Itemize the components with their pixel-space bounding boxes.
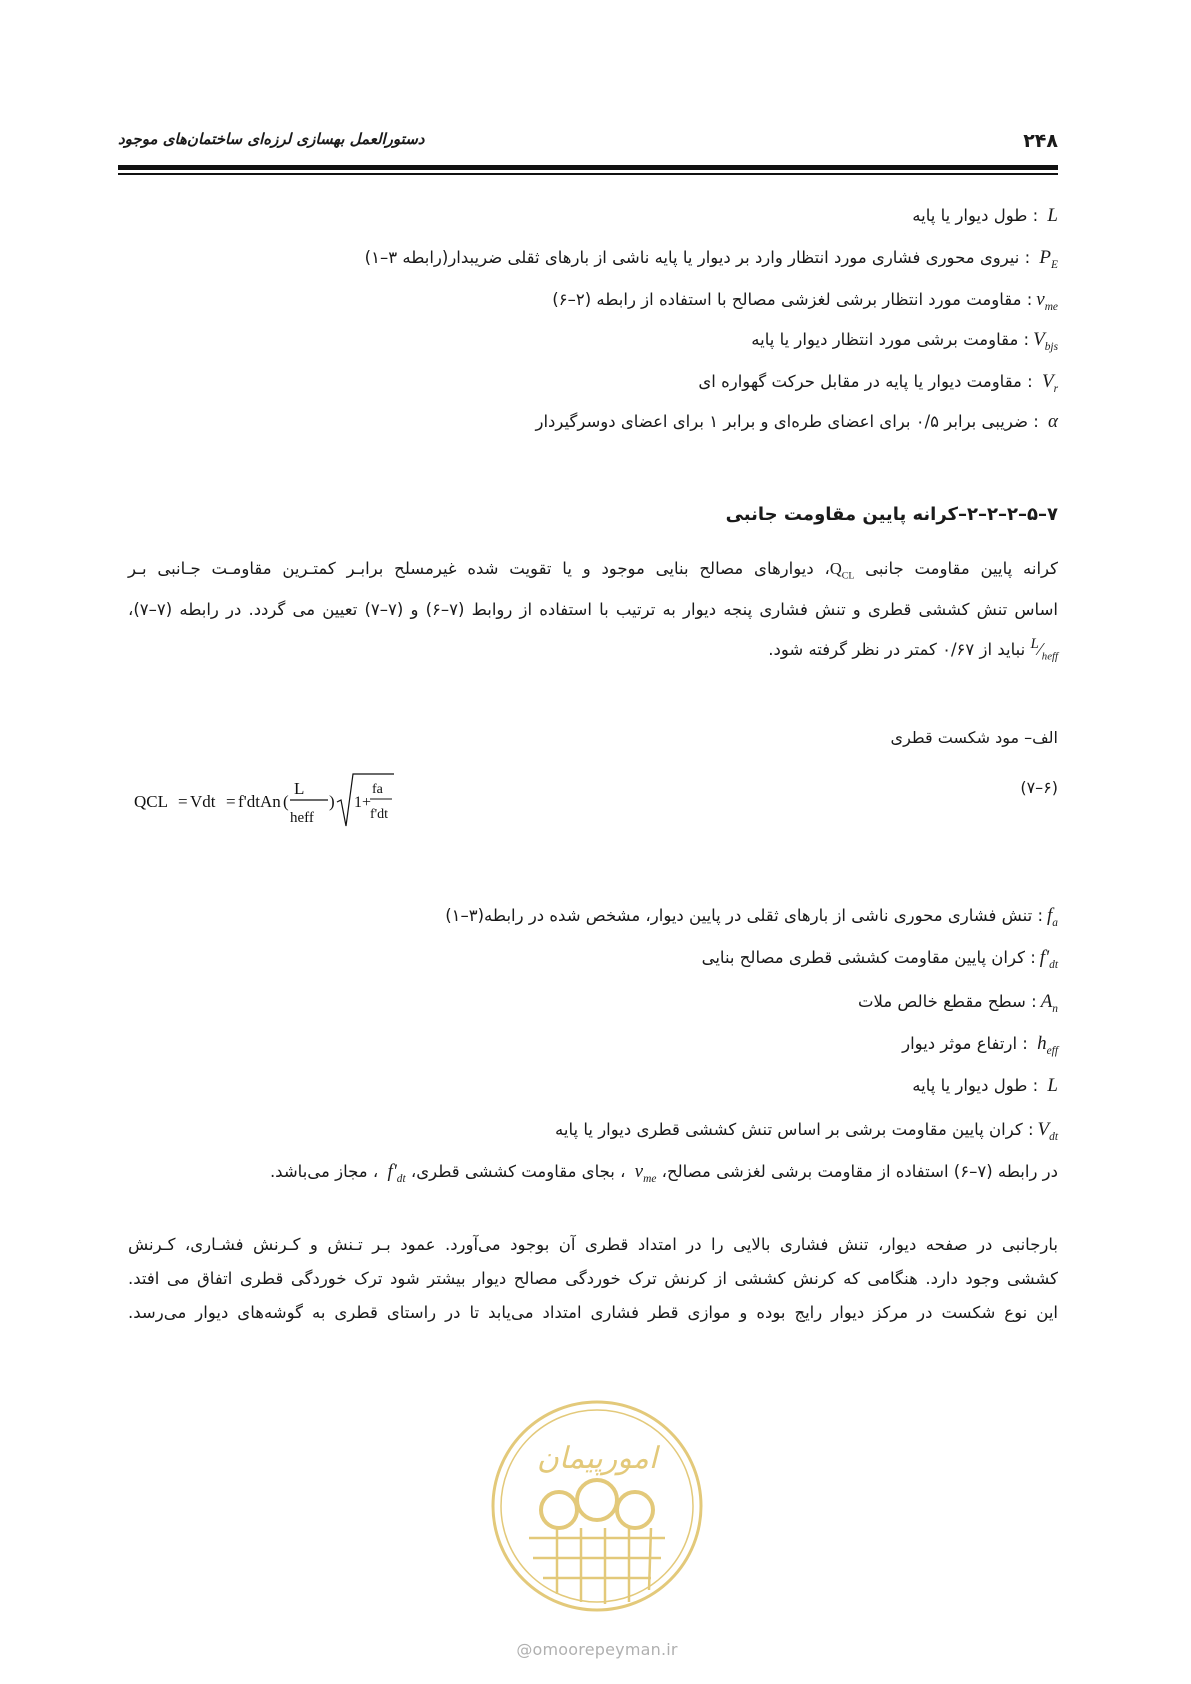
paragraph-line: بارجانبی در صفحه دیوار، تنش فشاری بالایی را در امتداد قطری آن بوجود می‌آورد. عمود بـر تـنش و کـرنش فشـاری، کـرنش	[128, 1235, 1058, 1254]
paragraph-line: اساس تنش کششی قطری و تنش فشاری پنجه دیوار به ترتیب با استفاده از روابط (۷–۶) و (۷–۷) تعیین می گردد. در رابطه (۷–۷)،	[128, 600, 1058, 620]
definition-item: $V_{dt}$: کران پایین مقاومت برشی بر اساس تنش کششی قطری دیوار یا پایه	[555, 1119, 1058, 1143]
watermark-seal	[489, 1398, 705, 1614]
definition-item: $f'_{dt}$: کران پایین مقاومت کششی قطری مصالح بنایی	[701, 947, 1058, 971]
definition-item: $A_n$: سطح مقطع خالص ملات	[857, 991, 1058, 1015]
equation-number: (۶–۷)	[1020, 778, 1058, 797]
paragraph-lower-bound	[128, 552, 1058, 674]
definition-item: $V_r$ : مقاومت دیوار یا پایه در مقابل حرکت گهواره ای	[698, 371, 1058, 395]
watermark-url: @omoorepeyman.ir	[516, 1640, 678, 1659]
paragraph-line: کششی وجود دارد. هنگامی که کرنش کششی از کرنش ترک خوردگی مصالح دیوار بیشتر شود ترک خوردگی قطری اتفاق می افتد.	[128, 1269, 1058, 1288]
header-rule-thin	[118, 173, 1058, 175]
header-rule-thick	[118, 165, 1058, 170]
equation-note: در رابطه (۷–۶) استفاده از مقاومت برشی لغزشی مصالح، $v_{me}$ ، بجای مقاومت کششی قطری، $f'_{dt}$ ، مجاز می‌باشد.	[269, 1161, 1058, 1185]
definition-item: α : ضریبی برابر ۰/۵ برای اعضای طره‌ای و برابر ۱ برای اعضای دوسرگیردار	[535, 411, 1058, 432]
eq-lhs: QCL	[134, 792, 168, 811]
eq-root-one: 1+	[354, 794, 372, 811]
definition-item: $f_a$: تنش فشاری محوری ناشی از بارهای ثقلی در پایین دیوار، مشخص شده در رابطه(۳–۱)	[445, 905, 1058, 929]
eq-frac-num: L	[294, 779, 305, 798]
paragraph-line: کرانه پایین مقاومت جانبی $Q_{CL}،$ دیوارهای مصالح بنایی موجود و یا تقویت شده غیرمسلح برابـر کمتـرین مقاومـت جـانبی بـر	[128, 559, 1059, 582]
equation-7-6	[134, 760, 394, 840]
svg-text:=: =	[178, 792, 188, 811]
svg-text:(: (	[283, 792, 289, 811]
eq-root-den: f'dt	[370, 807, 389, 822]
book-title: دستورالعمل بهسازی لرزه‌ای ساختمان‌های موجود	[118, 130, 425, 148]
svg-text:): )	[329, 792, 335, 811]
definition-item: $P_E$ : نیروی محوری فشاری مورد انتظار وارد بر دیوار یا پایه ناشی از بارهای ثقلی ضریبدار(رابطه ۳–۱)	[364, 247, 1058, 271]
eq-vdt: Vdt	[190, 792, 216, 811]
paragraph-line: این نوع شکست در مرکز دیوار رایج بوده و موازی قطر فشاری امتداد می‌یابد تا در راستای قطری به گوشه‌های دیوار می‌رسد.	[128, 1303, 1058, 1322]
definition-item: L : طول دیوار یا پایه	[912, 1075, 1058, 1096]
subheading-diagonal-failure: الف– مود شکست قطری	[890, 728, 1058, 747]
definition-item: $v_{me}$: مقاومت مورد انتظار برشی لغزشی مصالح با استفاده از رابطه (۲–۶)	[552, 289, 1058, 313]
paragraph-line: $^L⁄_{heff}$ نباید از ۰/۶۷ کمتر در نظر گرفته شود.	[768, 636, 1058, 663]
eq-fdt-an: f'dtAn	[238, 792, 281, 811]
page-number: ۲۴۸	[1023, 130, 1058, 152]
page-header	[118, 118, 1058, 176]
eq-root-num: fa	[372, 782, 383, 797]
definition-item: L : طول دیوار یا پایه	[912, 205, 1058, 226]
paragraph-diagonal-cracking	[128, 1228, 1058, 1330]
watermark-logo-text: امورپیمان	[536, 1441, 658, 1476]
section-heading: ۷–۵–۲–۲–۲–کرانه پایین مقاومت جانبی	[725, 504, 1058, 525]
svg-text:=: =	[226, 792, 236, 811]
eq-frac-den: heff	[290, 810, 314, 826]
definition-item: $V_{bjs}$: مقاومت برشی مورد انتظار دیوار یا پایه	[751, 329, 1058, 353]
definition-item: $h_{eff}$ : ارتفاع موثر دیوار	[902, 1033, 1058, 1057]
